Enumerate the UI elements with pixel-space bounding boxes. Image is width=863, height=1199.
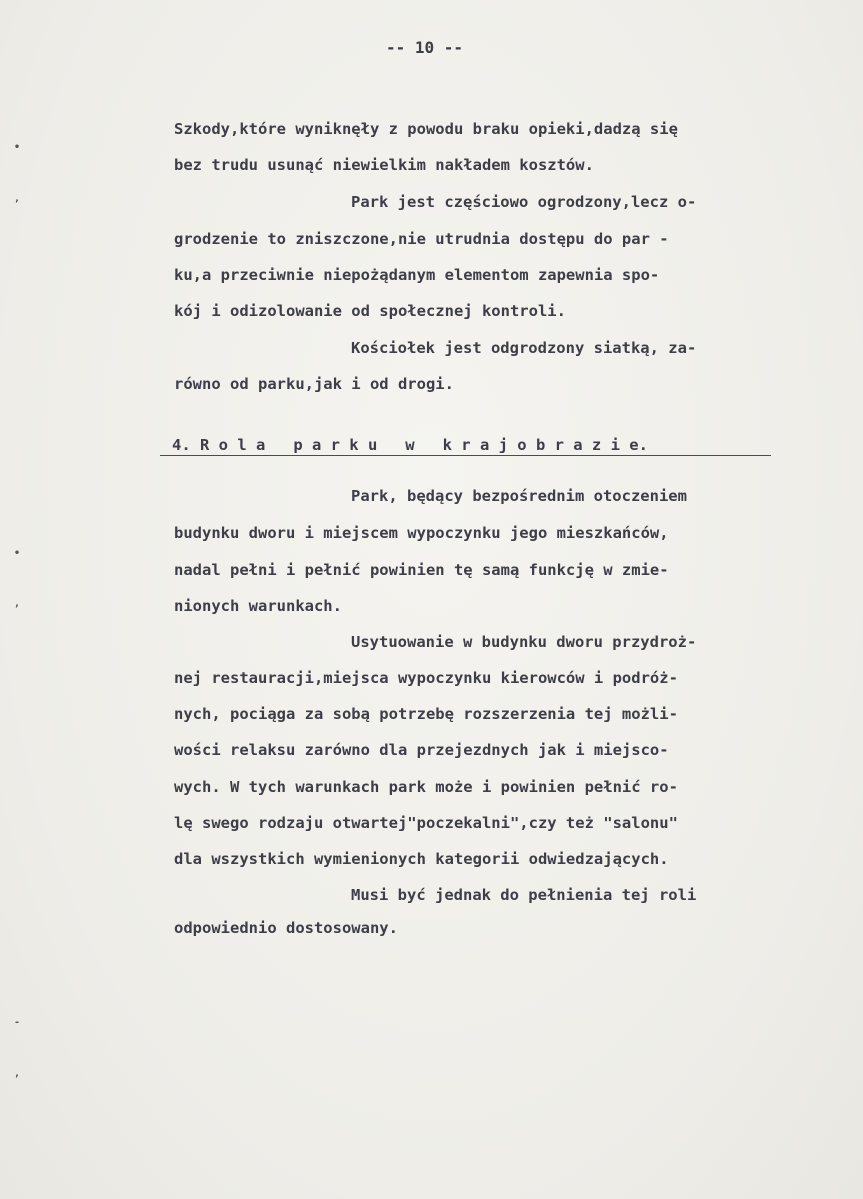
text-line: odpowiednio dostosowany. xyxy=(174,919,398,937)
margin-mark: , xyxy=(14,598,21,609)
margin-mark: • xyxy=(14,548,21,559)
text-line: ku,a przeciwnie niepożądanym elementom zapewnia spo- xyxy=(174,266,660,284)
margin-mark: - xyxy=(14,1017,21,1028)
page-number: -- 10 -- xyxy=(386,38,464,57)
text-line: nadal pełni i pełnić powinien tę samą funkcję w zmie- xyxy=(174,561,669,579)
text-line: Usytuowanie w budynku dworu przydroż- xyxy=(351,633,697,651)
text-line: nej restauracji,miejsca wypoczynku kierowców i podróż- xyxy=(174,669,678,687)
margin-mark: , xyxy=(14,193,21,204)
text-line: Park, będący bezpośrednim otoczeniem xyxy=(351,487,687,505)
text-line: bez trudu usunąć niewielkim nakładem kosztów. xyxy=(174,156,594,174)
text-line: Park jest częściowo ogrodzony,lecz o- xyxy=(351,193,697,211)
text-line: lę swego rodzaju otwartej"poczekalni",czy też "salonu" xyxy=(174,814,678,832)
text-line: nionych warunkach. xyxy=(174,597,342,615)
text-line: Kościołek jest odgrodzony siatką, za- xyxy=(351,339,697,357)
margin-mark: , xyxy=(14,1068,21,1079)
text-line: wości relaksu zarówno dla przejezdnych jak i miejsco- xyxy=(174,741,669,759)
heading-underline xyxy=(160,455,771,456)
text-line: dla wszystkich wymienionych kategorii odwiedzających. xyxy=(174,850,669,868)
text-line: nych, pociąga za sobą potrzebę rozszerzenia tej możli- xyxy=(174,705,678,723)
text-line: równo od parku,jak i od drogi. xyxy=(174,375,454,393)
text-line: kój i odizolowanie od społecznej kontroli. xyxy=(174,302,566,320)
text-line: Musi być jednak do pełnienia tej roli xyxy=(351,886,697,904)
section-heading: 4. R o l a p a r k u w k r a j o b r a z i e. xyxy=(172,436,648,454)
text-line: wych. W tych warunkach park może i powinien pełnić ro- xyxy=(174,778,678,796)
text-line: Szkody,które wyniknęły z powodu braku opieki,dadzą się xyxy=(174,120,678,138)
margin-mark: • xyxy=(14,142,21,153)
text-line: budynku dworu i miejscem wypoczynku jego mieszkańców, xyxy=(174,524,669,542)
text-line: grodzenie to zniszczone,nie utrudnia dostępu do par - xyxy=(174,230,669,248)
